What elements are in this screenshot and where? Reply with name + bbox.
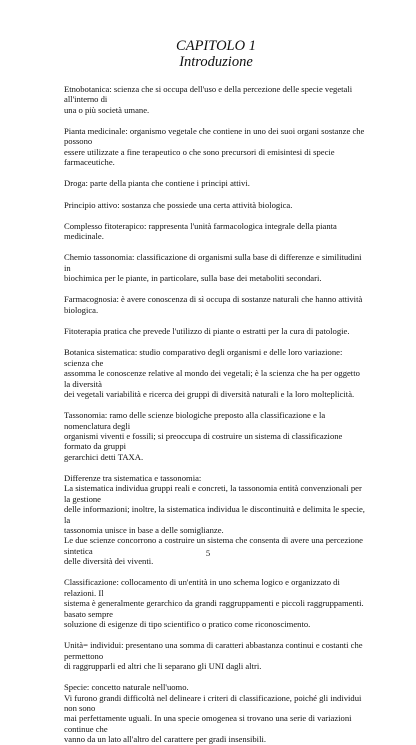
text-line: Botanica sistematica: studio comparativo degli organismi e delle loro variazione: scienza che <box>64 347 343 368</box>
text-line: Farmacognosia: è avere conoscenza di sì occupa di sostanze naturali che hanno attività biologica. <box>64 294 363 315</box>
text-line: delle informazioni; inoltre, la sistematica individua le discontinuità e delimita le specie, la <box>64 504 365 525</box>
text-line: Pianta medicinale: organismo vegetale che contiene in uno dei suoi organi sostanze che possono <box>64 126 365 147</box>
text-line: Tassonomia: ramo delle scienze biologiche preposto alla classificazione e la nomenclatura degli <box>64 410 326 431</box>
text-line: Unità= individui: presentano una somma di caratteri abbastanza continui e costanti che permettono <box>64 640 363 661</box>
paragraph <box>64 640 368 671</box>
paragraph <box>64 410 368 462</box>
text-line: Le due scienze concorrono a costruire un sistema che consenta di avere una percezione sintetica <box>64 535 363 556</box>
page-number: 5 <box>205 548 211 558</box>
chapter-title: CAPITOLO 1 <box>176 38 256 54</box>
text-line: Etnobotanica: scienza che si occupa dell'uso e della percezione delle specie vegetali all'interno di <box>64 84 353 105</box>
text-line: Complesso fitoterapico: rappresenta l'unità farmacologica integrale della pianta medicinale. <box>64 220 337 242</box>
text-line: di raggrupparli ed altri che li separano gli UNI dagli altri. <box>64 661 262 672</box>
text-line: essere utilizzate a fine terapeutico o che sono precursori di emisintesi di specie farmaceutiche. <box>64 146 335 168</box>
paragraph <box>64 577 368 629</box>
text-line: vanno da un lato all'altro del carattere per gradi insensibili. <box>64 734 266 745</box>
text-line: assomma le conoscenze relative al mondo dei vegetali; è la scienza che ha per oggetto la diversità <box>64 368 360 389</box>
chapter-heading <box>64 38 368 70</box>
text-line: soluzione di esigenze di tipo scientifico o pratico come riconoscimento. <box>64 619 311 630</box>
text-line: organismi viventi e fossili; si preoccupa di costruire un sistema di classificazione formato da gruppi <box>64 430 343 452</box>
text-line: Classificazione: collocamento di un'entità in uno schema logico e organizzato di relazioni. Il <box>64 577 340 598</box>
text-line: biochimica per le piante, in particolare, sulla base dei metaboliti secondari. <box>64 273 322 284</box>
text-line: La sistematica individua gruppi reali e concreti, la tassonomia entità convenzionali per la gestione <box>64 483 362 504</box>
text-line: gerarchici detti TAXA. <box>64 451 144 462</box>
paragraph <box>64 200 368 210</box>
text-line: dei vegetali variabilità e ricerca dei gruppi di diversità naturali e la loro molteplicità. <box>64 388 355 399</box>
paragraph <box>64 126 368 168</box>
text-line: una o più società umane. <box>64 104 150 115</box>
text-line: mai perfettamente uguali. In una specie omogenea si trovano una serie di variazioni continue che <box>64 713 352 734</box>
chapter-subtitle: Introduzione <box>179 54 253 70</box>
text-line: Vi furono grandi difficoltà nel delineare i criteri di classificazione, poiché gli individui non sono <box>64 692 362 714</box>
paragraph <box>64 326 368 336</box>
text-line: Droga: parte della pianta che contiene i principi attivi. <box>64 178 250 189</box>
body-text <box>64 84 368 745</box>
text-line: tassonomia unisce in base a delle somiglianze. <box>64 524 224 535</box>
paragraph <box>64 221 368 242</box>
text-line: Principio attivo: sostanza che possiede una certa attività biologica. <box>64 199 293 210</box>
text-line: Chemio tassonomia: classificazione di organismi sulla base di differenze e similitudini in <box>64 252 362 273</box>
paragraph <box>64 252 368 283</box>
paragraph <box>64 84 368 115</box>
text-line: sistema è generalmente gerarchico da grandi raggruppamenti e piccoli raggruppamenti. basato sempre <box>64 598 364 619</box>
paragraph <box>64 347 368 399</box>
text-line: delle diversità dei viventi. <box>64 556 154 567</box>
text-line: Specie: concetto naturale nell'uomo. <box>64 682 189 693</box>
paragraph <box>64 682 368 744</box>
text-line: Differenze tra sistematica e tassonomia: <box>64 472 202 483</box>
paragraph <box>64 294 368 315</box>
text-line: Fitoterapia pratica che prevede l'utilizzo di piante o estratti per la cura di patologie. <box>64 326 350 337</box>
paragraph <box>64 178 368 188</box>
